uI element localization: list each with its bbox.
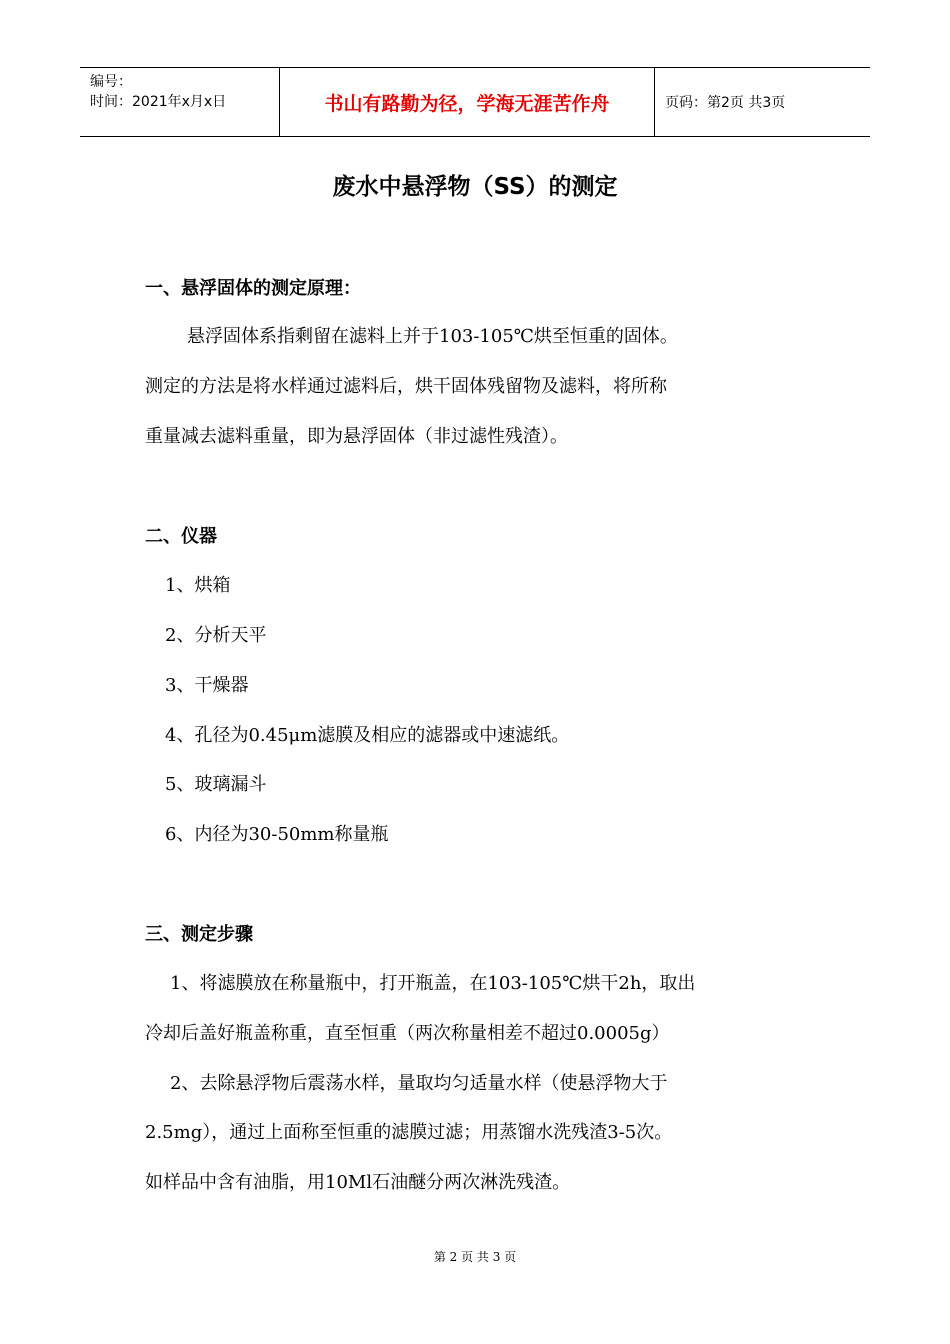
section1-heading: 一、悬浮固体的测定原理： [145,278,361,299]
procedure-line: 2、去除悬浮物后震荡水样，量取均匀适量水样（使悬浮物大于 [170,1073,668,1094]
section3-heading: 三、测定步骤 [145,924,253,945]
page-header [80,67,870,137]
section1-line: 悬浮固体系指剩留在滤料上并于103-105℃烘至恒重的固体。 [187,326,678,347]
header-info-cell [80,68,280,136]
header-page-info: 页码：第2页 共3页 [665,95,786,111]
number-label: 编号： [90,74,132,90]
procedure-line: 1、将滤膜放在称量瓶中，打开瓶盖，在103-105℃烘干2h，取出 [170,973,696,994]
instrument-item: 6、内径为30-50mm称量瓶 [165,824,389,845]
procedure-line: 冷却后盖好瓶盖称重，直至恒重（两次称量相差不超过0.0005g） [145,1023,670,1044]
section1-line: 重量减去滤料重量，即为悬浮固体（非过滤性残渣）。 [145,426,568,447]
document-title: 废水中悬浮物（SS）的测定 [332,174,618,200]
procedure-line: 2.5mg），通过上面称至恒重的滤膜过滤；用蒸馏水洗残渣3-5次。 [145,1122,673,1143]
instrument-item: 1、烘箱 [165,575,231,596]
header-motto: 书山有路勤为径，学海无涯苦作舟 [280,68,655,136]
section1-line: 测定的方法是将水样通过滤料后，烘干固体残留物及滤料，将所称 [145,376,667,397]
section2-heading: 二、仪器 [145,526,217,547]
instrument-item: 4、孔径为0.45μm滤膜及相应的滤器或中速滤纸。 [165,725,570,746]
instrument-item: 5、玻璃漏斗 [165,774,267,795]
instrument-item: 3、干燥器 [165,675,249,696]
page-footer: 第 2 页 共 3 页 [433,1250,517,1264]
procedure-line: 如样品中含有油脂，用10Ml石油醚分两次淋洗残渣。 [145,1172,571,1193]
instrument-item: 2、分析天平 [165,625,267,646]
time-label: 时间：2021年x月x日 [90,94,227,110]
